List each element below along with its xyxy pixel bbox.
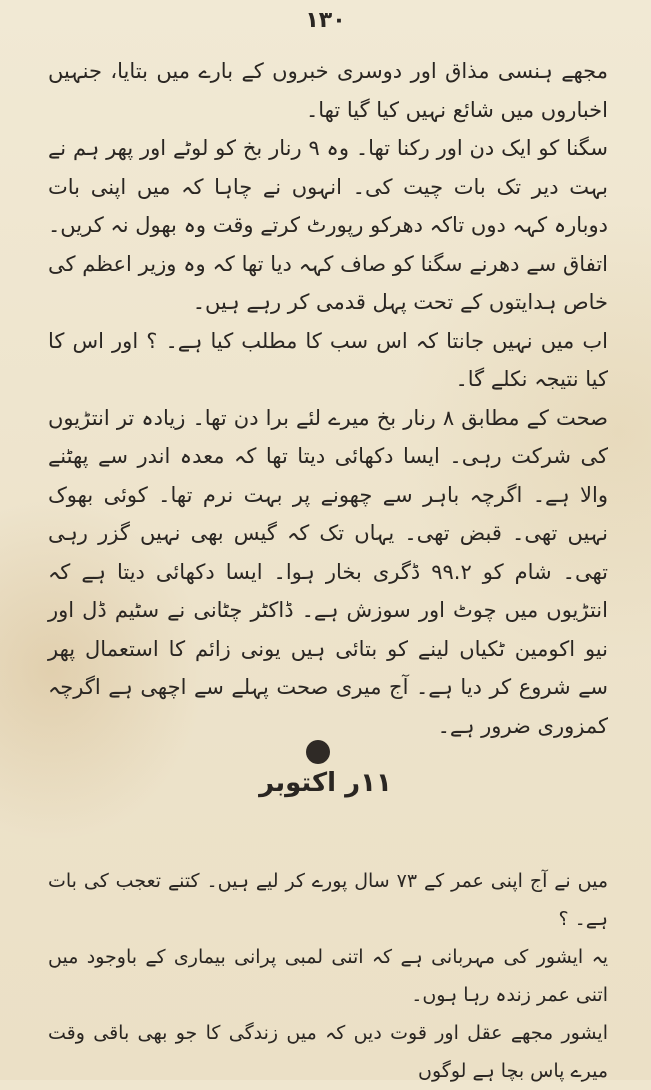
paragraph: ایشور مجھے عقل اور قوت دیں کہ میں زندگی کا جو بھی باقی وقت میرے پاس بچا ہے لوگوں — [48, 1022, 608, 1082]
separator-dot — [306, 740, 330, 764]
entry-date-heading: ۱۱ر اکتوبر — [259, 768, 392, 798]
diary-entry-2 — [48, 862, 608, 1090]
diary-entry-1 — [48, 52, 608, 745]
paragraph: سگنا کو ایک دن اور رکنا تھا۔ وہ ۹ رنار بخ کو لوٹے اور پھر ہم نے بہت دیر تک بات چیت کی۔ انہوں نے چاہا کہ میں اپنی بات دوبارہ کہہ دوں تاکہ دھرکو رپورٹ کرتے وقت وہ بھول نہ کریں۔ اتفاق سے دھرنے سگنا کو صاف کہہ دیا تھا کہ وہ وزیر اعظم کی خاص ہدایتوں کے تحت پہل قدمی کر رہے ہیں۔ — [48, 136, 609, 314]
paragraph: میں نے آج اپنی عمر کے ۷۳ سال پورے کر لیے ہیں۔ کتنے تعجب کی بات ہے۔ ؟ — [48, 870, 609, 930]
paragraph: صحت کے مطابق ۸ رنار بخ میرے لئے برا دن تھا۔ زیادہ تر انتڑیوں کی شرکت رہی۔ ایسا دکھائی دیتا تھا کہ معدہ اندر سے پھٹنے والا ہے۔ اگرچہ باہر سے چھونے پر بہت نرم تھا۔ کوئی بھوک نہیں تھی۔ قبض تھی۔ یہاں تک کہ گیس بھی نہیں گزر رہی تھی۔ شام کو ۹۹.۲ ڈگری بخار ہوا۔ ایسا دکھائی دیتا ہے کہ انتڑیوں میں چوٹ اور سوزش ہے۔ ڈاکٹر چٹانی نے سٹیم ڈل اور نیو اکومین ٹکیاں لینے کو بتائی ہیں یونی زائم کا استعمال پھر سے شروع کر دیا ہے۔ آج میری صحت پہلے سے اچھی ہے اگرچہ کمزوری ضرور ہے۔ — [48, 405, 608, 738]
paragraph: یہ ایشور کی مہربانی ہے کہ اتنی لمبی پرانی بیماری کے باوجود میں اتنی عمر زندہ رہا ہوں۔ — [48, 946, 608, 1006]
paragraph: اب میں نہیں جانتا کہ اس سب کا مطلب کیا ہے۔ ؟ اور اس کا کیا نتیجہ نکلے گا۔ — [48, 328, 608, 391]
page-number: ١٣٠ — [305, 8, 346, 33]
paragraph: مجھے ہنسی مذاق اور دوسری خبروں کے بارے میں بتایا، جنہیں اخباروں میں شائع نہیں کیا گیا تھا۔ — [48, 59, 608, 122]
